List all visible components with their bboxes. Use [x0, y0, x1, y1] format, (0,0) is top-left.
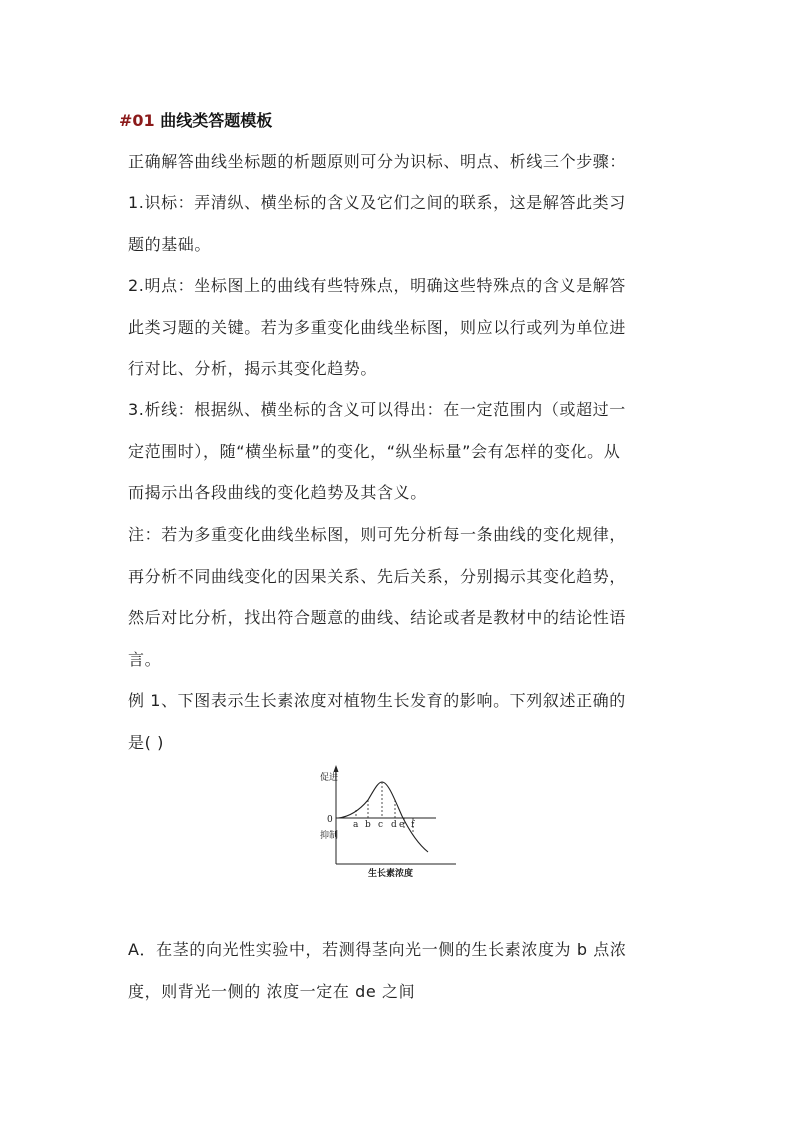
paragraph-line: 是( )	[128, 733, 164, 752]
paragraph-line: 言。	[128, 650, 162, 669]
paragraph-line: 3.析线：根据纵、横坐标的含义可以得出：在一定范围内（或超过一	[128, 400, 626, 419]
point-label-f: f	[411, 820, 415, 830]
paragraph-line: 行对比、分析，揭示其变化趋势。	[128, 359, 378, 378]
heading-number: #01	[119, 111, 155, 130]
y-lower-label: 抑制	[320, 831, 339, 841]
point-label-c: c	[378, 820, 384, 830]
response-curve	[338, 782, 428, 852]
paragraph-line: 然后对比分析，找出符合题意的曲线、结论或者是教材中的结论性语	[128, 608, 627, 627]
option-a-line: 度，则背光一侧的 浓度一定在 de 之间	[128, 982, 416, 1001]
y-axis-arrow	[334, 765, 339, 772]
paragraph-line: 此类习题的关键。若为多重变化曲线坐标图，则应以行或列为单位进	[128, 318, 627, 337]
growth-hormone-figure	[318, 760, 463, 880]
paragraph-line: 1.识标：弄清纵、横坐标的含义及它们之间的联系，这是解答此类习	[128, 193, 626, 212]
paragraph-line: 2.明点：坐标图上的曲线有些特殊点，明确这些特殊点的含义是解答	[128, 276, 626, 295]
y-upper-label: 促进	[320, 773, 339, 783]
point-label-d: d	[391, 820, 397, 830]
option-a-line: A．在茎的向光性实验中，若测得茎向光一侧的生长素浓度为 b 点浓	[128, 940, 627, 959]
paragraph-line: 注：若为多重变化曲线坐标图，则可先分析每一条曲线的变化规律，	[128, 525, 627, 544]
section-heading	[119, 108, 272, 131]
paragraph-line: 再分析不同曲线变化的因果关系、先后关系，分别揭示其变化趋势，	[128, 567, 627, 586]
point-label-b: b	[365, 820, 371, 830]
paragraph-line: 定范围时），随“横坐标量”的变化，“纵坐标量”会有怎样的变化。从	[128, 442, 621, 461]
paragraph-line: 而揭示出各段曲线的变化趋势及其含义。	[128, 483, 427, 502]
y-zero-label: 0	[327, 815, 333, 825]
x-axis-label: 生长素浓度	[368, 869, 414, 879]
heading-title: 曲线类答题模板	[160, 111, 273, 130]
paragraph-line: 正确解答曲线坐标题的析题原则可分为识标、明点、析线三个步骤：	[128, 152, 627, 171]
point-label-e: e	[399, 820, 405, 830]
paragraph-line: 例 1、下图表示生长素浓度对植物生长发育的影响。下列叙述正确的	[128, 691, 626, 710]
point-label-a: a	[353, 820, 359, 830]
paragraph-line: 题的基础。	[128, 235, 212, 254]
